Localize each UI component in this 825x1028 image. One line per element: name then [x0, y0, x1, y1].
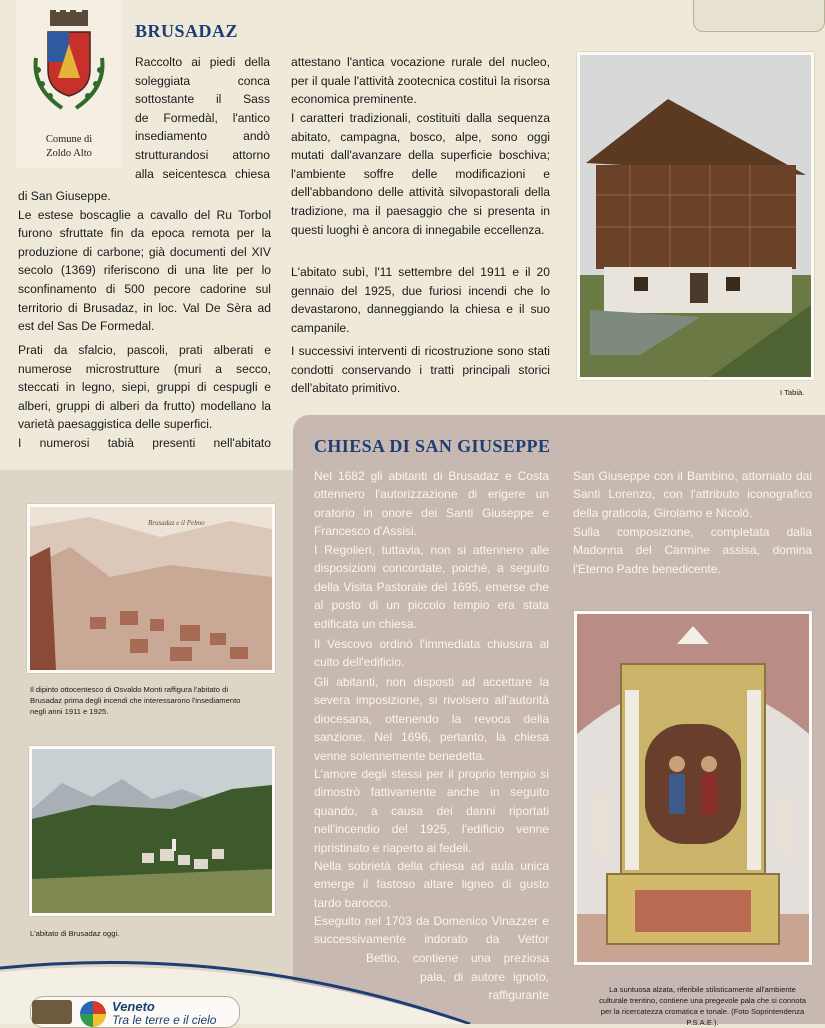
intro-line-4: de Formedàl, l'antico — [135, 110, 270, 125]
painting-caption: Il dipinto ottocentesco di Osvaldo Monti raffigura l'abitato di Brusadaz prima degli incendi che interessarono l'insediamento negli anni 1911 e 1925. — [30, 685, 241, 716]
footer-tagline: Tra le terre e il cielo — [112, 1013, 217, 1027]
church-paragraph-7d: raffigurante — [488, 988, 549, 1002]
brusadaz-paragraph-2: Prati da sfalcio, pascoli, prati alberati e numerose microstrutture (muri a secco, steccati in legno, siepi, gruppi di cespugli e alberi, gruppi di alberi da frutto) modellano la varietà paesaggistica delle superfici. — [18, 343, 271, 432]
corner-tab — [693, 0, 825, 32]
tabia-caption: I Tabià. — [780, 388, 805, 397]
church-right-paragraph-1: San Giuseppe con il Bambino, attorniato dai Santi Lorenzo, con l'attributo iconografico della graticola, Girolamo e Nicolò. — [573, 469, 812, 520]
church-paragraph-1: Nel 1682 gli abitanti di Brusadaz e Costa ottennero l'autorizzazione di erigere un oratorio in onore dei Santi Giuseppe e Francesco d'Assisi. — [314, 469, 549, 539]
brusadaz-col2-paragraph-2: I caratteri tradizionali, costituiti dalla sequenza abitato, campagna, bosco, alpe, sono oggi mutati dall'avanzare della superficie boschiva; l'ambiente soffre delle modificazioni e dell'abbandono delle attività silvopastorali della tradizione, ma il paesaggio che si presenta in questi luoghi è ancora di innegabile eccellenza. — [291, 111, 550, 237]
intro-line-6: strutturandosi attorno — [135, 148, 270, 162]
brusadaz-col2-paragraph-3: L'abitato subì, l'11 settembre del 1911 e il 20 gennaio del 1925, due furiosi incendi che lo devastarono, danneggiando la chiesa e il suo campanile. — [291, 265, 550, 335]
church-paragraph-2: I Regolieri, tuttavia, non si attennero alle disposizioni concordate, poiché, a seguito della Visita Pastorale del 1695, emerse che al posto di un piccolo tempio era stata edificata un chiesa. — [314, 543, 549, 631]
church-paragraph-7c: pala, di autore ignoto, — [420, 970, 549, 984]
brusadaz-paragraph-1: di San Giuseppe. Le estese boscaglie a cavallo del Ru Torbol furono sfruttate fin da epoca remota per la produzione di carbone; già documenti del XIV secolo (1369) riferiscono di una lite per lo sconfinamento di 500 pecore cadorine sul territorio di Brusadaz, in loc. Val De Sèra ad est del Sas De Formedal. — [18, 189, 271, 334]
today-photo — [29, 746, 275, 916]
church-paragraph-7b: Bettio, contiene una preziosa — [366, 951, 549, 965]
altar-caption: La suntuosa alzata, riferibile stilisticamente all'ambiente culturale trentino, contiene una pregevole pala che si connota per la ricercatezza cromatica e tonale. (Foto Soprintendenza P.S.A.E.). — [599, 985, 806, 1027]
brusadaz-col2-paragraph-1: attestano l'antica vocazione rurale del nucleo, per il quale l'attività zootecnica costituì la risorsa economica preminente. — [291, 55, 550, 107]
painting-photo — [27, 504, 275, 673]
church-paragraph-7a: Eseguito nel 1703 da Domenico Vinazzer e successivamente indorato da Vettor — [314, 914, 549, 947]
intro-line-3: sottostante il Sass — [135, 92, 270, 107]
intro-line-7: alla seicentesca chiesa — [135, 166, 270, 181]
brusadaz-col2-paragraph-4: I successivi interventi di ricostruzione sono stati condotti conservando i tratti principali storici dell'abitato primitivo. — [291, 344, 550, 396]
brusadaz-paragraph-3: I numerosi tabià presenti nell'abitato — [18, 436, 271, 450]
footer-brand: Veneto — [112, 999, 155, 1014]
today-caption: L'abitato di Brusadaz oggi. — [30, 929, 120, 938]
church-paragraph-5: L'amore degli stessi per il proprio tempio si dimostrò fattivamente anche in seguito quando, a causa dei danni riportati nell'incendio del 1925, l'edificio venne ripristinato e riaperto ai fedeli. — [314, 767, 549, 855]
church-paragraph-4: Gli abitanti, non disposti ad accettare la severa imposizione, si rivolsero all'autorità diocesana, ottenendo la revoca della sanzione. Nel 1696, pertanto, la chiesa venne solennemente benedetta. — [314, 675, 549, 763]
comune-caption-line2: Zoldo Alto — [46, 148, 92, 159]
church-paragraph-3: Il Vescovo ordinò l'immediata chiusura al culto dell'edificio. — [314, 637, 549, 670]
painting-inscription: Brusadaz e il Pelmo — [148, 519, 205, 527]
church-title: CHIESA DI SAN GIUSEPPE — [314, 436, 551, 456]
altar-photo — [574, 611, 812, 965]
church-right-paragraph-2: Sulla composizione, completata dalla Madonna del Carmine assisa, domina l'Eterno Padre benedicente. — [573, 525, 812, 576]
veneto-star-icon — [80, 1001, 106, 1027]
intro-line-2: soleggiata conca — [135, 73, 270, 88]
intro-line-5: insediamento andò — [135, 129, 270, 144]
intro-line-1: Raccolto ai piedi della — [135, 55, 270, 69]
footer-thumbnail — [32, 1000, 72, 1024]
comune-caption — [16, 133, 122, 161]
coat-of-arms-icon — [26, 8, 112, 128]
church-paragraph-6: Nella sobrietà della chiesa ad aula unica emerge il fastoso altare ligneo di gusto tardo barocco. — [314, 859, 549, 910]
page-title: BRUSADAZ — [135, 21, 239, 41]
comune-caption-line1: Comune di — [45, 134, 93, 145]
tabia-photo — [577, 52, 814, 380]
